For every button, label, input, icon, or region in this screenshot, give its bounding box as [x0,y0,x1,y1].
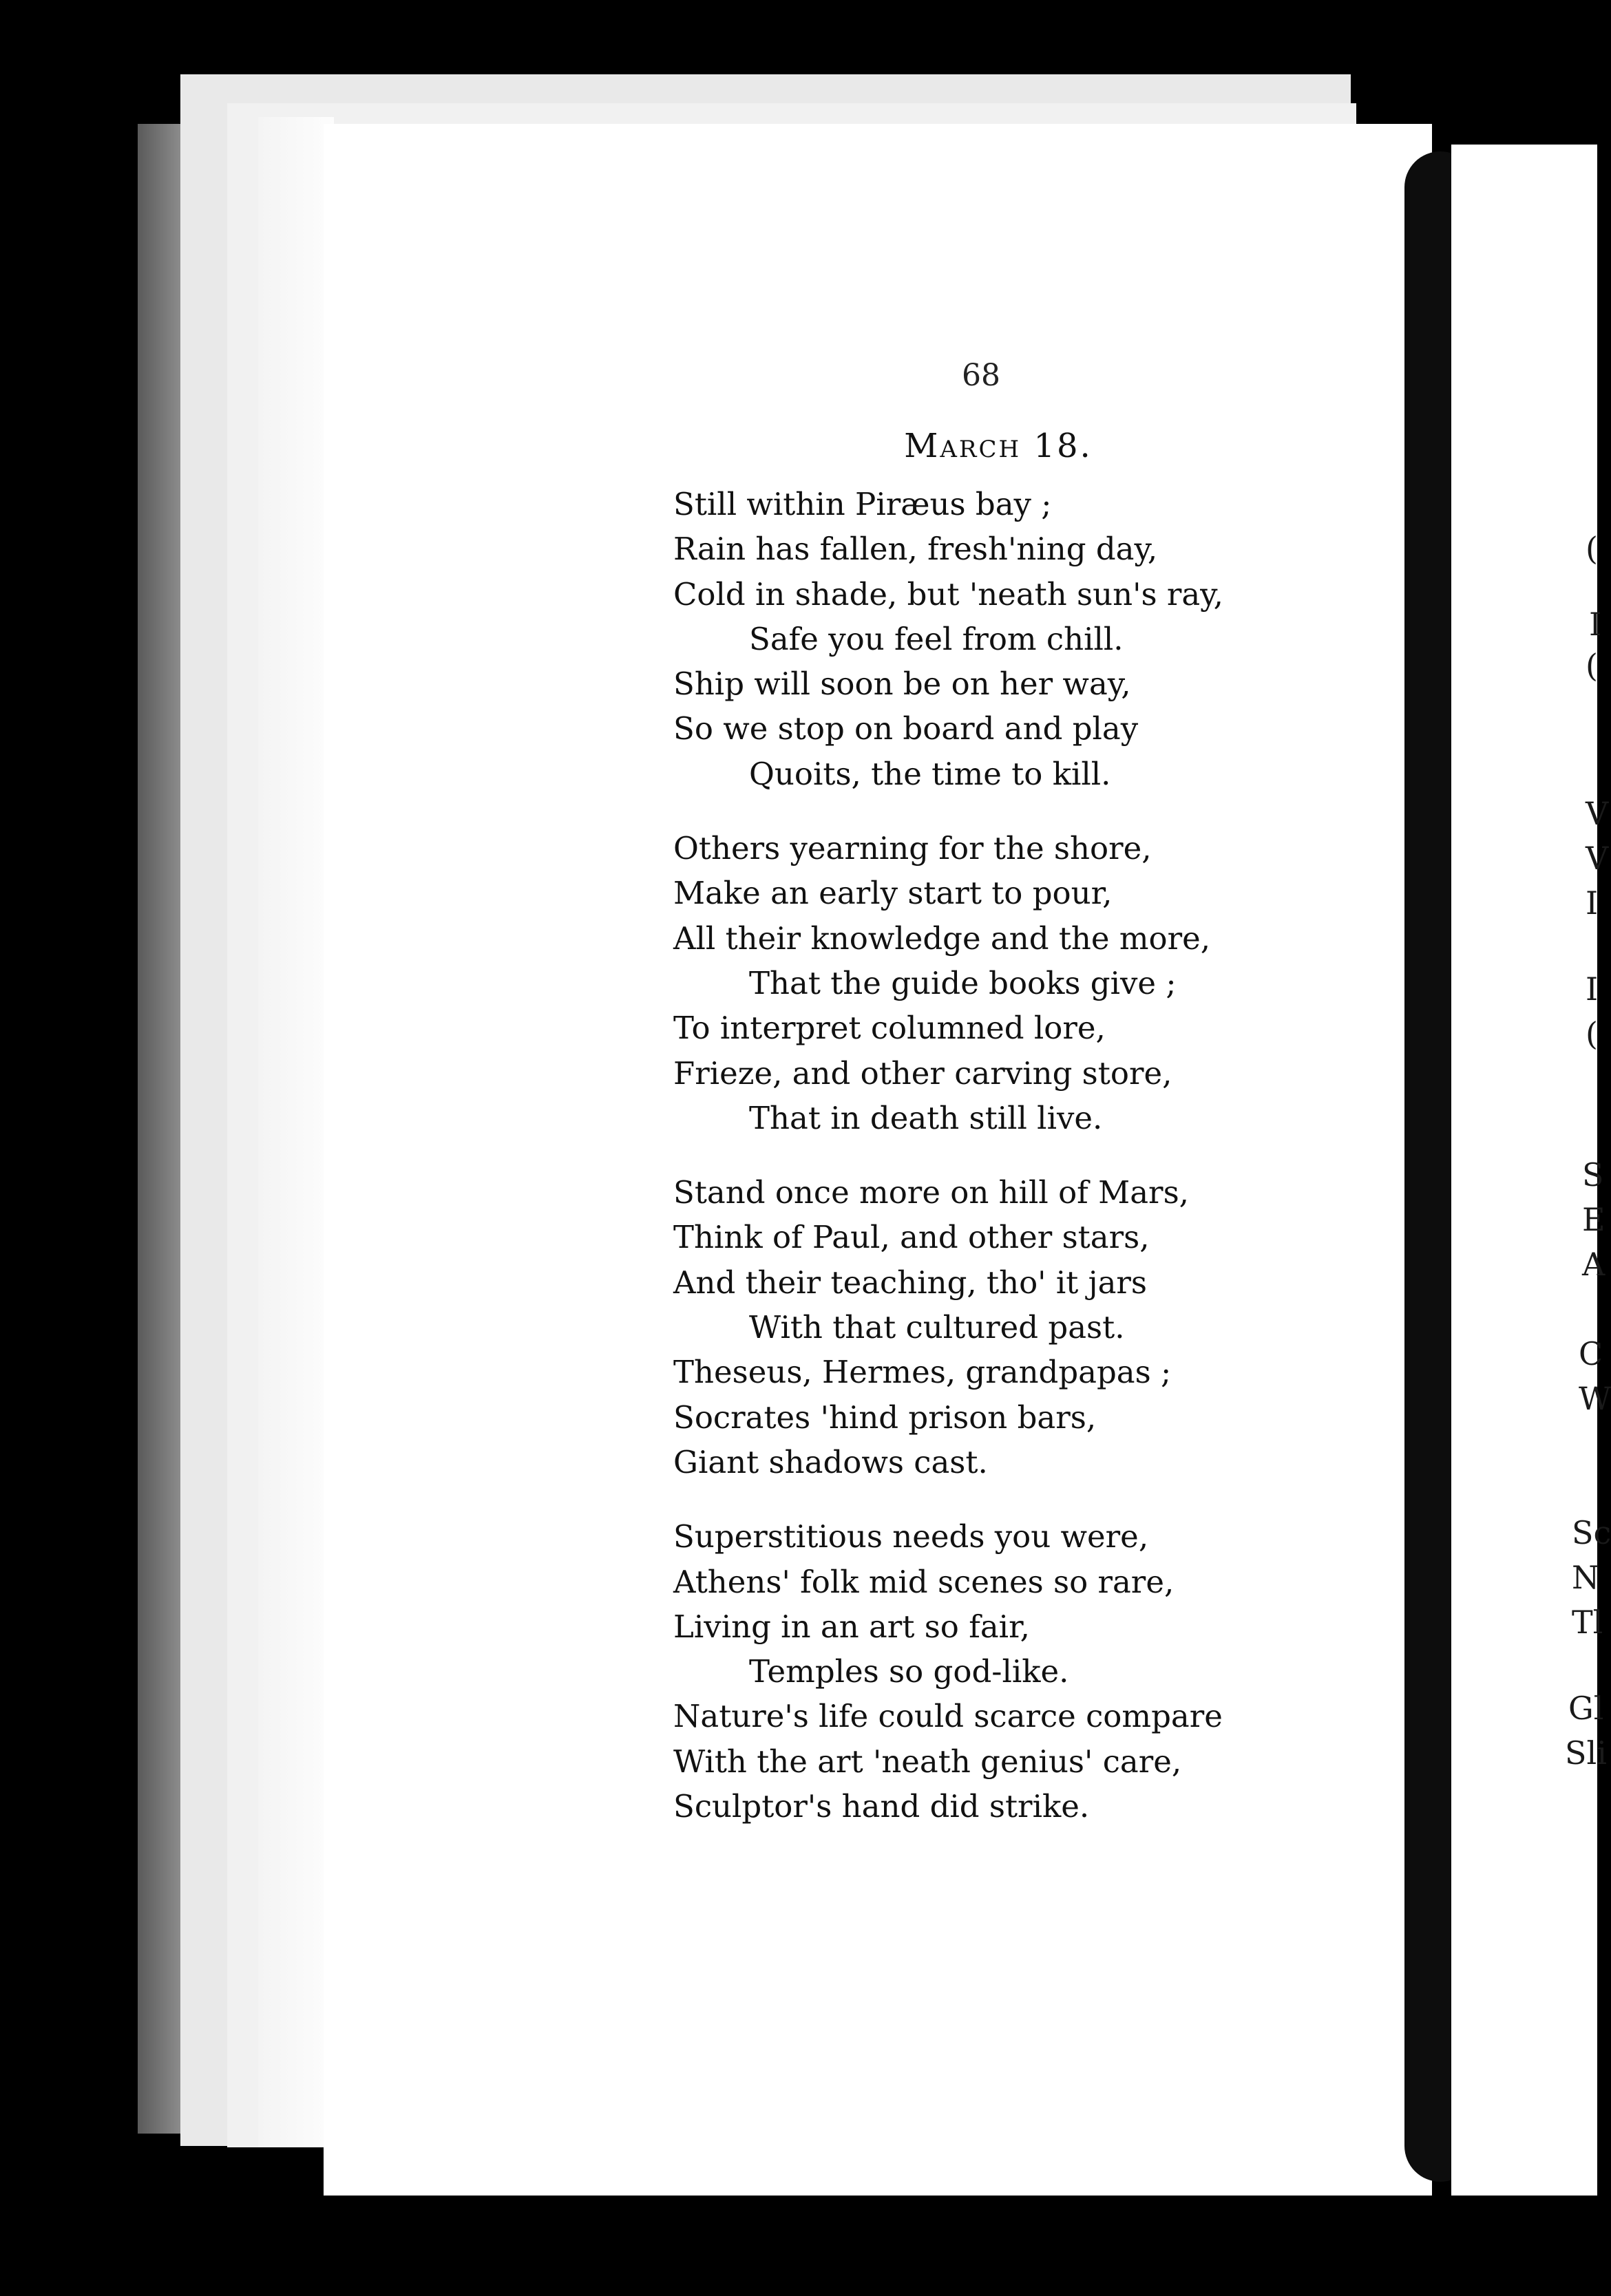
poem-line: Nature's life could scarce compare [673,1698,1223,1735]
facing-fragment: C [1579,1335,1603,1372]
facing-fragment: ( [1586,530,1598,567]
facing-fragment: W [1579,1380,1611,1417]
poem-body [673,482,1293,1858]
stanza [673,1514,1293,1829]
poem-line: Temples so god-like. [749,1653,1069,1690]
poem-line: Others yearning for the shore, [673,830,1152,867]
facing-fragment: I [1586,970,1599,1008]
poem-line: With the art 'neath genius' care, [673,1743,1182,1780]
poem-line: That in death still live. [749,1099,1103,1136]
facing-page [1451,145,1611,2196]
stanza [673,1170,1293,1485]
facing-fragment: Tl [1572,1604,1603,1641]
poem-line: Living in an art so fair, [673,1608,1030,1645]
poem-line: So we stop on board and play [673,710,1139,747]
poem-line: That the guide books give ; [749,964,1177,1001]
poem-line: And their teaching, tho' it jars [673,1264,1148,1301]
poem-line: Theseus, Hermes, grandpapas ; [673,1354,1172,1391]
facing-fragment: A [1582,1246,1605,1283]
poem-line: Frieze, and other carving store, [673,1054,1172,1092]
facing-fragment: I [1589,606,1602,643]
facing-fragment: Sli [1565,1734,1607,1772]
facing-fragment: V [1586,795,1609,832]
poem-line: Safe you feel from chill. [749,620,1124,657]
page-edge-shading [258,117,334,2147]
page-number: 68 [962,358,1000,393]
poem-line: Superstitious needs you were, [673,1518,1149,1555]
poem-line: Ship will soon be on her way, [673,666,1131,703]
facing-fragment: V [1586,840,1609,877]
poem-line: To interpret columned lore, [673,1010,1106,1047]
poem-line: Quoits, the time to kill. [749,755,1111,792]
poem-line: Rain has fallen, fresh'ning day, [673,531,1158,568]
facing-fragment: Sc [1572,1514,1611,1551]
facing-fragment: S [1582,1156,1604,1193]
poem-line: Cold in shade, but 'neath sun's ray, [673,575,1223,613]
stanza [673,482,1293,796]
poem-line: Sculptor's hand did strike. [673,1788,1090,1825]
facing-fragment: ( [1586,647,1598,684]
poem-line: Make an early start to pour, [673,875,1113,912]
facing-fragment: ( [1586,1015,1598,1052]
poem-line: Giant shadows cast. [673,1443,988,1480]
stanza [673,826,1293,1140]
poem-line: Stand once more on hill of Mars, [673,1174,1189,1211]
poem-line: Think of Paul, and other stars, [673,1219,1150,1256]
facing-fragment: Gl [1568,1690,1604,1727]
poem-line: Athens' folk mid scenes so rare, [673,1563,1175,1600]
poem-line: Still within Piræus bay ; [673,486,1052,522]
poem-title: March 18. [904,427,1093,465]
poem-line: With that cultured past. [749,1309,1125,1346]
poem-line: All their knowledge and the more, [673,920,1211,957]
facing-fragment: I [1586,884,1599,922]
facing-fragment: N [1572,1559,1600,1596]
poem-line: Socrates 'hind prison bars, [673,1399,1097,1436]
facing-fragment: E [1582,1201,1605,1238]
